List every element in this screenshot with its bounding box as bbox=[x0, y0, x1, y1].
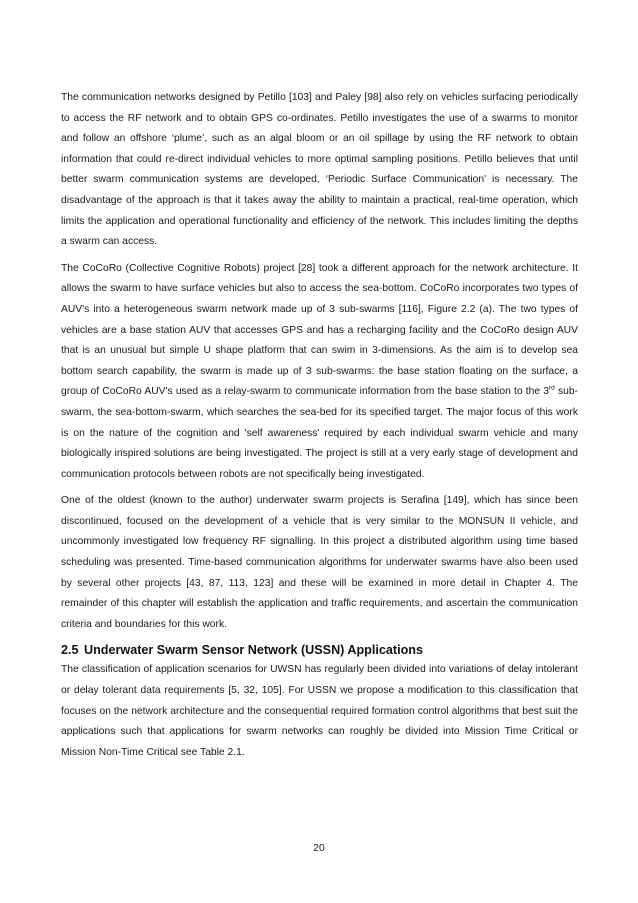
paragraph-cocoro bbox=[61, 259, 578, 486]
paragraph-cocoro-part2: sub-swarm, the sea-bottom-swarm, which searches the sea-bed for its specified target. The major focus of this work is on the nature of the cognition and 'self awareness' required by each individual swarm vehicle and many biologically inspired solutions are being investigated. The project is still at a very early stage of development and communication protocols between robots are not specifically being investigated. bbox=[61, 386, 578, 480]
paragraph-petillo: The communication networks designed by Petillo [103] and Paley [98] also rely on vehicles surfacing periodically to access the RF network and to obtain GPS co-ordinates. Petillo investigates the use of a swarms to monitor and follow an offshore ‘plume’, such as an algal bloom or an oil spillage by using the RF network to obtain information that could re-direct individual vehicles to more optimal sampling positions. Petillo believes that until better swarm communication systems are developed, ‘Periodic Surface Communication' is necessary. The disadvantage of the approach is that it takes away the ability to maintain a practical, real-time operation, which limits the application and operational functionality and efficiency of the network. This includes limiting the depths a swarm can access. bbox=[61, 92, 578, 248]
paragraph-classification: The classification of application scenarios for UWSN has regularly been divided into variations of delay intolerant or delay tolerant data requirements [5, 32, 105]. For USSN we propose a modification to this classification that focuses on the network architecture and the consequential required formation control algorithms that best suit the applications such that applications for swarm networks can roughly be divided into Mission Time Critical or Mission Non-Time Critical see Table 2.1. bbox=[61, 664, 578, 758]
section-title: Underwater Swarm Sensor Network (USSN) Applications bbox=[84, 643, 423, 658]
paragraph-serafina: One of the oldest (known to the author) underwater swarm projects is Serafina [149], which has since been discontinued, focused on the development of a vehicle that is very similar to the MONSUN II vehicle, and uncommonly investigated low frequency RF signalling. In this project a distributed algorithm using time based scheduling was presented. Time-based communication algorithms for underwater swarms have also been used by several other projects [43, 87, 113, 123] and these will be examined in more detail in Chapter 4. The remainder of this chapter will establish the application and traffic requirements, and ascertain the communication criteria and boundaries for this work. bbox=[61, 495, 578, 630]
section-heading bbox=[61, 641, 578, 659]
page-body bbox=[61, 88, 578, 769]
page-number: 20 bbox=[313, 843, 325, 854]
paragraph-cocoro-part1: The CoCoRo (Collective Cognitive Robots) project [28] took a different approach for the network architecture. It allows the swarm to have surface vehicles but also to access the sea-bottom. CoCoRo incorporates two types of AUV's into a heterogeneous swarm network made up of 3 sub-swarms [116], Figure 2.2 (a). The two types of vehicles are a base station AUV that accesses GPS and has a recharging facility and the CoCoRo design AUV that is an unusual but simple U shape platform that can swim in 3-dimensions. As the aim is to develop sea bottom search capability, the swarm is made up of 3 sub-swarms: the base station floating on the surface, a group of CoCoRo AUV's used as a relay-swarm to communicate information from the base station to the 3 bbox=[61, 262, 578, 398]
ordinal-superscript: rd bbox=[549, 384, 555, 392]
section-number: 2.5 bbox=[61, 643, 79, 658]
